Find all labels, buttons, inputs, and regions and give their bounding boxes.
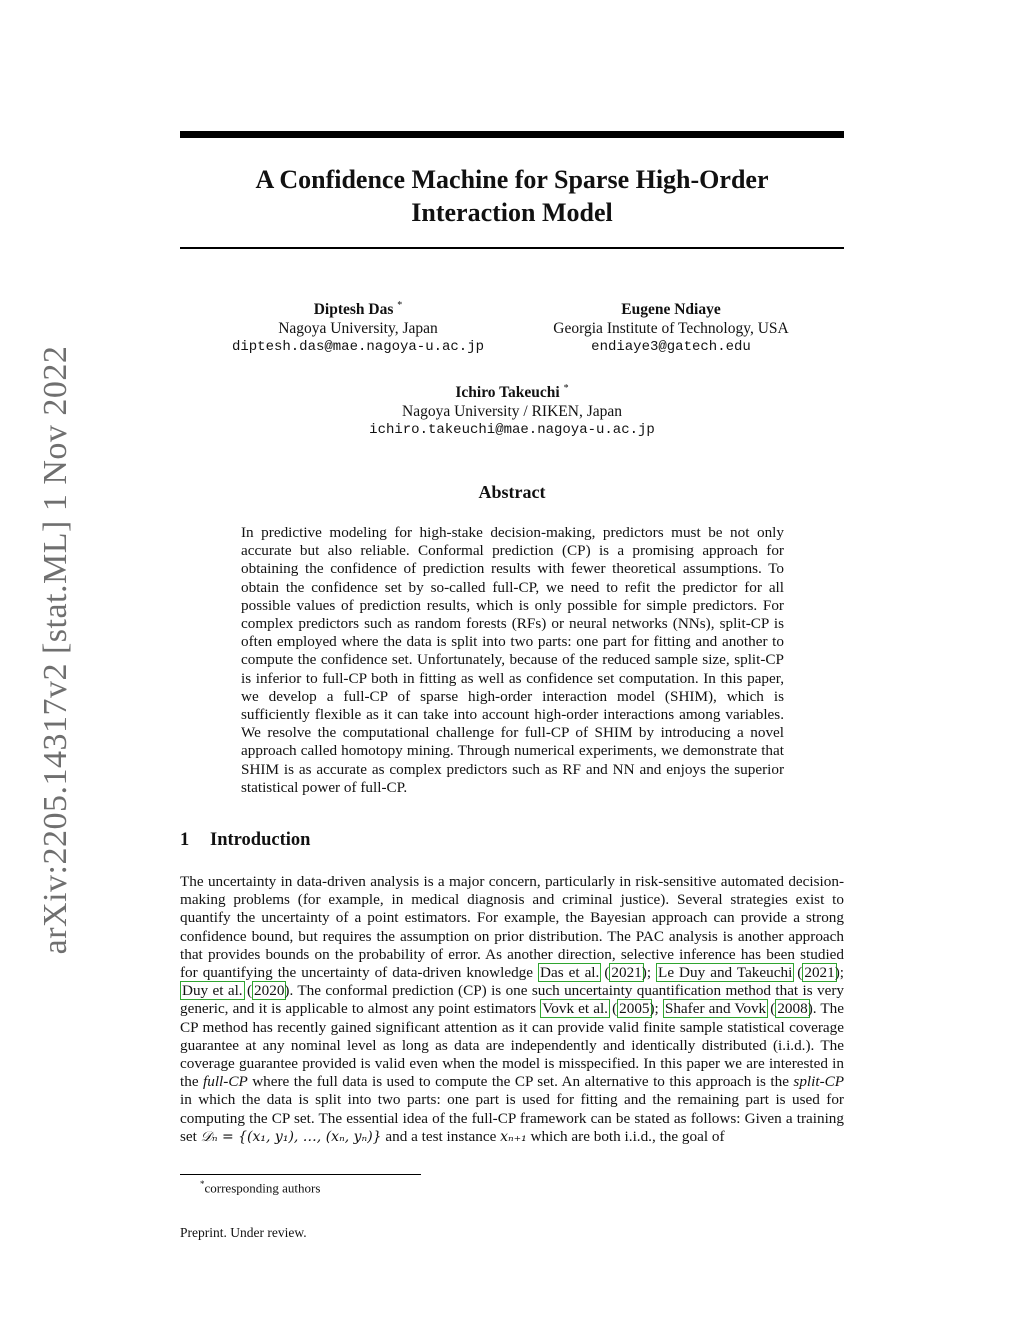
math-expression: 𝒟ₙ = {(x₁, y₁), …, (xₙ, yₙ)} bbox=[200, 1128, 382, 1145]
math-expression: xₙ₊₁ bbox=[500, 1128, 527, 1145]
title-line-1: A Confidence Machine for Sparse High-Order bbox=[255, 165, 769, 194]
author-affiliation: Georgia Institute of Technology, USA bbox=[553, 320, 789, 338]
citation-link[interactable]: 2008 bbox=[777, 1000, 808, 1018]
section-number: 1 bbox=[180, 830, 190, 850]
author-affiliation: Nagoya University, Japan bbox=[278, 320, 438, 338]
author-block bbox=[520, 296, 822, 357]
author-name: Diptesh Das bbox=[313, 301, 394, 319]
paper-title bbox=[180, 163, 844, 229]
corresponding-mark: * bbox=[563, 383, 569, 394]
author-email[interactable]: diptesh.das@mae.nagoya-u.ac.jp bbox=[231, 339, 485, 356]
section-title: Introduction bbox=[210, 830, 311, 850]
abstract-text: In predictive modeling for high-stake decision-making, predictors must be not only accurate but also reliable. Conformal prediction (CP) is a promising approach for obtaining the confidence of prediction results with fewer theoretical assumptions. To obtain the confidence set by so-called full-CP, we need to refit the predictor for all possible values of prediction results, which is only possible for simple predictors. For complex predictors such as random forests (RFs) or neural networks (NNs), split-CP is often employed where the data is split into two parts: one part for fitting and another to compute the confidence set. Unfortunately, because of the reduced sample size, split-CP is inferior to full-CP both in fitting as well as confidence set computation. In this paper, we develop a full-CP of sparse high-order interaction model (SHIM), which is sufficiently flexible as it can take into account high-order interactions among variables. We resolve the computational challenge for full-CP of SHIM by introducing a novel approach called homotopy mining. Through numerical experiments, we demonstrate that SHIM is as accurate as complex predictors such as RF and NN and enjoys the superior statistical power of full-CP. bbox=[241, 524, 784, 796]
footnote-rule bbox=[180, 1174, 421, 1175]
citation-link[interactable]: Duy et al. bbox=[182, 982, 243, 1000]
author-name: Eugene Ndiaye bbox=[621, 301, 721, 319]
arxiv-stamp: arXiv:2205.14317v2 [stat.ML] 1 Nov 2022 bbox=[37, 345, 74, 955]
abstract-heading: Abstract bbox=[478, 482, 546, 502]
preprint-note: Preprint. Under review. bbox=[180, 1225, 307, 1240]
citation-link[interactable]: 2021 bbox=[804, 964, 835, 982]
section-heading bbox=[180, 830, 310, 851]
citation-link[interactable]: 2005 bbox=[619, 1000, 650, 1018]
author-block bbox=[200, 296, 516, 357]
author-email[interactable]: endiaye3@gatech.edu bbox=[591, 339, 751, 356]
footnote: *corresponding authors bbox=[200, 1179, 321, 1196]
title-bottom-rule bbox=[180, 247, 844, 249]
title-top-rule bbox=[180, 131, 844, 138]
citation-link[interactable]: Das et al. bbox=[540, 964, 600, 982]
author-name: Ichiro Takeuchi bbox=[455, 384, 560, 402]
citation-link[interactable]: Le Duy and Takeuchi bbox=[658, 964, 793, 982]
citation-link[interactable]: 2020 bbox=[254, 982, 285, 1000]
intro-paragraph: The uncertainty in data-driven analysis is a major concern, particularly in risk-sensitive automated decision-making problems (for example, in medical diagnosis and criminal justice). Several strategies exist to quantify the uncertainty of a point estimators. For example, the Bayesian approach can provide a strong confidence bound, but requires the assumption on prior distribution. The PAC analysis is another approach that provides bounds on the probability of error. As another direction, selective inference has been studied for quantifying the uncertainty of data-driven knowledge Das et al. ( 2021); Le Duy and Takeuchi ( 2021); Duy et al. ( 2020). The conformal prediction (CP) is one such uncertainty quantification method that is very generic, and it is applicable to almost any point estimators Vovk et al. ( 2005); Shafer and Vovk ( 2008). The CP method has recently gained significant attention as it can provide valid finite sample statistical coverage guarantee at any nominal level as long as data are independently and identically distributed (i.i.d.). The coverage guarantee provided is valid even when the model is misspecified. In this paper we are interested in the full-CP where the full data is used to compute the CP set. An alternative to this approach is the split-CP in which the data is split into two parts: one part is used for fitting and the remaining part is used for computing the CP set. The essential idea of the full-CP framework can be stated as follows: Given a training set 𝒟ₙ = {(x₁, y₁), …, (xₙ, yₙ)} and a test instance xₙ₊₁ which are both i.i.d., the goal of bbox=[180, 873, 845, 1145]
citation-link[interactable]: 2021 bbox=[611, 964, 642, 982]
author-email[interactable]: ichiro.takeuchi@mae.nagoya-u.ac.jp bbox=[369, 422, 655, 439]
citation-link[interactable]: Vovk et al. bbox=[542, 1000, 608, 1018]
corresponding-mark: * bbox=[397, 300, 403, 311]
author-affiliation: Nagoya University / RIKEN, Japan bbox=[402, 403, 622, 421]
title-line-2: Interaction Model bbox=[411, 198, 613, 227]
citation-link[interactable]: Shafer and Vovk bbox=[664, 1000, 767, 1018]
author-block bbox=[312, 379, 712, 440]
